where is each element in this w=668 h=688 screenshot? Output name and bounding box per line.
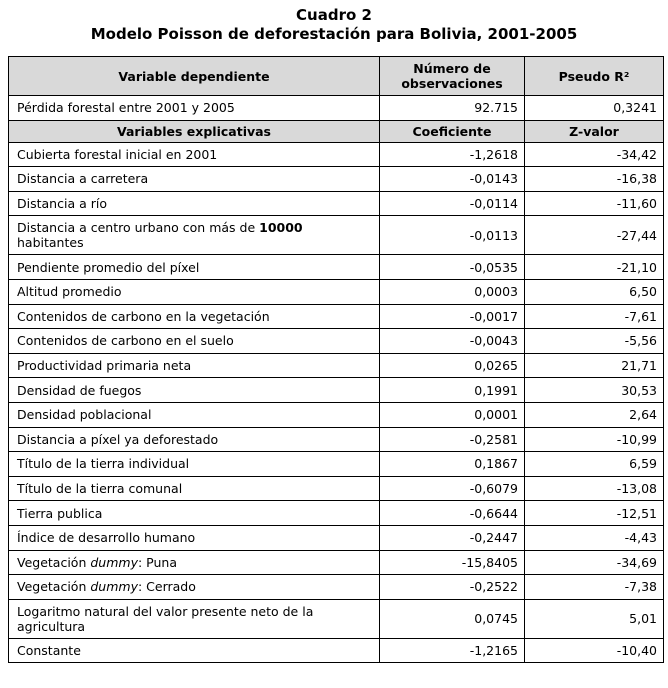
coefficient-value: 0,0003 xyxy=(380,279,525,304)
table-title: Cuadro 2 xyxy=(296,6,372,24)
z-value: -7,38 xyxy=(525,575,664,600)
variable-label xyxy=(9,216,380,255)
variable-label xyxy=(9,575,380,600)
table-row xyxy=(9,216,664,255)
coefficient-value: -0,0114 xyxy=(380,191,525,216)
coefficient-value: -0,0535 xyxy=(380,255,525,280)
header-row-dependent xyxy=(9,57,664,96)
variable-label: Título de la tierra comunal xyxy=(9,476,380,501)
table-row xyxy=(9,427,664,452)
z-value: 6,50 xyxy=(525,279,664,304)
label-text: : Puna xyxy=(137,554,177,570)
variable-label: Contenidos de carbono en el suelo xyxy=(9,329,380,354)
table-row xyxy=(9,476,664,501)
coefficient-value: 0,0745 xyxy=(380,599,525,638)
coefficient-value: -0,0113 xyxy=(380,216,525,255)
label-text: Vegetación xyxy=(17,554,91,570)
table-row xyxy=(9,191,664,216)
header-cell: Pseudo R² xyxy=(525,57,664,96)
table-row xyxy=(9,167,664,192)
coefficient-value: -0,0143 xyxy=(380,167,525,192)
z-value: -34,69 xyxy=(525,550,664,575)
coefficient-value: -0,6079 xyxy=(380,476,525,501)
variable-label: Productividad primaria neta xyxy=(9,353,380,378)
coefficient-value: 0,1991 xyxy=(380,378,525,403)
table-row xyxy=(9,575,664,600)
table-row xyxy=(9,599,664,638)
coefficient-value: -0,0043 xyxy=(380,329,525,354)
table-row xyxy=(9,142,664,167)
variable-label: Distancia a píxel ya deforestado xyxy=(9,427,380,452)
coefficient-value: -1,2165 xyxy=(380,638,525,663)
z-value: 21,71 xyxy=(525,353,664,378)
variable-label: Densidad poblacional xyxy=(9,402,380,427)
table-row xyxy=(9,279,664,304)
observations-value: 92.715 xyxy=(380,96,525,121)
regression-table xyxy=(8,56,664,663)
dependent-row xyxy=(9,96,664,121)
z-value: -34,42 xyxy=(525,142,664,167)
header-cell: Variable dependiente xyxy=(9,57,380,96)
coefficient-value: -0,2581 xyxy=(380,427,525,452)
coefficient-value: -15,8405 xyxy=(380,550,525,575)
variable-label xyxy=(9,550,380,575)
z-value: -13,08 xyxy=(525,476,664,501)
z-value: -12,51 xyxy=(525,501,664,526)
coefficient-value: -0,6644 xyxy=(380,501,525,526)
coefficient-value: 0,1867 xyxy=(380,452,525,477)
header-cell: Coeficiente xyxy=(380,120,525,142)
variable-label: Densidad de fuegos xyxy=(9,378,380,403)
coefficient-value: -0,0017 xyxy=(380,304,525,329)
coefficient-value: -0,2447 xyxy=(380,525,525,550)
variable-label: Pendiente promedio del píxel xyxy=(9,255,380,280)
variable-label: Altitud promedio xyxy=(9,279,380,304)
variable-label: Distancia a río xyxy=(9,191,380,216)
z-value: -27,44 xyxy=(525,216,664,255)
header-cell: Número de observaciones xyxy=(380,57,525,96)
label-emphasis: dummy xyxy=(90,579,138,595)
variable-label: Tierra publica xyxy=(9,501,380,526)
variable-label: Índice de desarrollo humano xyxy=(9,525,380,550)
table-row xyxy=(9,525,664,550)
table-row xyxy=(9,402,664,427)
z-value: 30,53 xyxy=(525,378,664,403)
label-emphasis: dummy xyxy=(90,554,138,570)
table-row xyxy=(9,501,664,526)
table-row xyxy=(9,550,664,575)
z-value: -7,61 xyxy=(525,304,664,329)
coefficient-value: 0,0001 xyxy=(380,402,525,427)
label-emphasis: 10000 xyxy=(259,220,303,236)
header-row-explanatory xyxy=(9,120,664,142)
coefficient-value: 0,0265 xyxy=(380,353,525,378)
table-subtitle: Modelo Poisson de deforestación para Bolivia, 2001-2005 xyxy=(90,25,578,43)
table-row xyxy=(9,638,664,663)
label-text: : Cerrado xyxy=(137,579,196,595)
label-text: Distancia a centro urbano con más de xyxy=(17,220,260,236)
variable-label: Cubierta forestal inicial en 2001 xyxy=(9,142,380,167)
table-row xyxy=(9,353,664,378)
table-row xyxy=(9,329,664,354)
variable-label: Distancia a carretera xyxy=(9,167,380,192)
label-text: habitantes xyxy=(17,235,84,251)
header-cell: Variables explicativas xyxy=(9,120,380,142)
variable-label: Logaritmo natural del valor presente neto de la agricultura xyxy=(9,599,380,638)
variable-label: Título de la tierra individual xyxy=(9,452,380,477)
variable-label: Constante xyxy=(9,638,380,663)
z-value: 6,59 xyxy=(525,452,664,477)
coefficient-value: -1,2618 xyxy=(380,142,525,167)
z-value: 5,01 xyxy=(525,599,664,638)
z-value: -16,38 xyxy=(525,167,664,192)
z-value: -10,40 xyxy=(525,638,664,663)
label-text: Vegetación xyxy=(17,579,91,595)
variable-label: Contenidos de carbono en la vegetación xyxy=(9,304,380,329)
z-value: 2,64 xyxy=(525,402,664,427)
table-row xyxy=(9,255,664,280)
z-value: -4,43 xyxy=(525,525,664,550)
header-cell: Z-valor xyxy=(525,120,664,142)
pseudo-r2-value: 0,3241 xyxy=(525,96,664,121)
table-row xyxy=(9,452,664,477)
z-value: -5,56 xyxy=(525,329,664,354)
dependent-label: Pérdida forestal entre 2001 y 2005 xyxy=(9,96,380,121)
z-value: -11,60 xyxy=(525,191,664,216)
table-row xyxy=(9,378,664,403)
z-value: -10,99 xyxy=(525,427,664,452)
coefficient-value: -0,2522 xyxy=(380,575,525,600)
table-row xyxy=(9,304,664,329)
z-value: -21,10 xyxy=(525,255,664,280)
table-caption xyxy=(0,0,668,44)
